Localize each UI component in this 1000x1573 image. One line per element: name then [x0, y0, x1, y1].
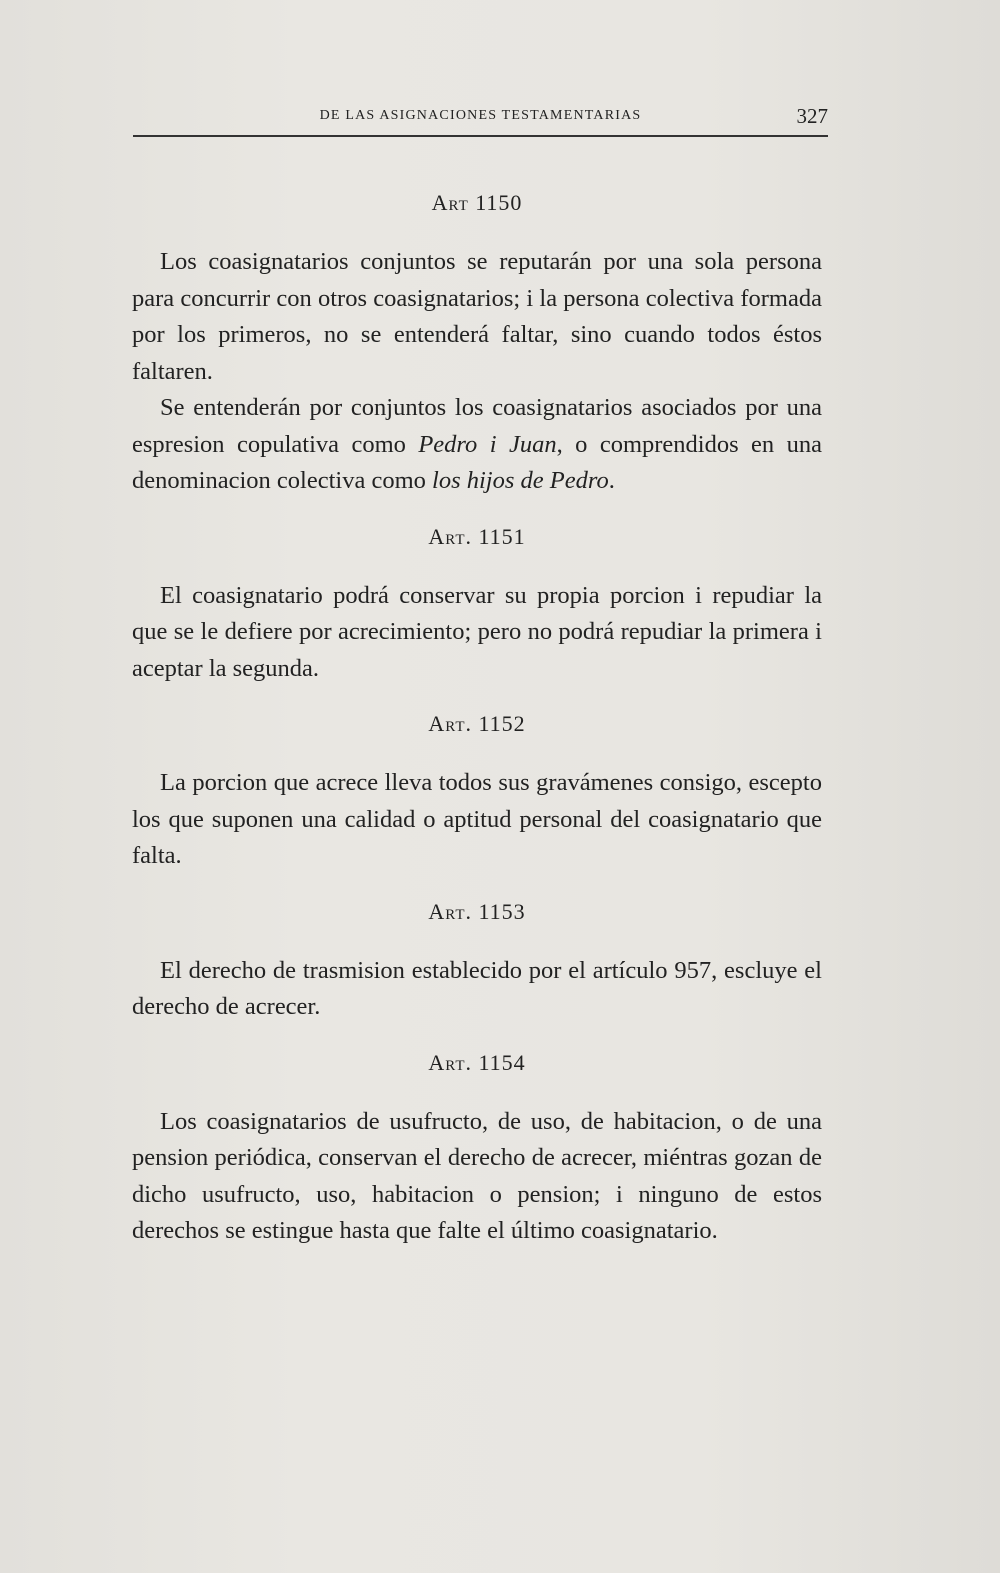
- paragraph-text: .: [608, 467, 615, 494]
- italic-example: los hijos de Pedro: [432, 467, 609, 494]
- article-paragraph: El derecho de trasmision establecido por el artículo 957, escluye el derecho de acrecer.: [132, 956, 822, 1020]
- article-heading: [132, 188, 822, 218]
- article-prefix: Art.: [428, 711, 472, 736]
- article-1151: [132, 522, 822, 688]
- article-prefix: Art: [431, 190, 469, 215]
- article-heading: [132, 1048, 822, 1078]
- header-rule: [133, 135, 828, 137]
- article-number: 1154: [478, 1049, 526, 1075]
- article-paragraph: Los coasignatarios de usufructo, de uso, de habitacion, o de una pension periódica, conservan el derecho de acrecer, miéntras gozan de dicho usufructo, uso, habitacion o pension; i ninguno de estos derechos se estingue hasta que falte el último coasignatario.: [132, 1107, 822, 1244]
- article-1154: [132, 1048, 822, 1250]
- article-heading: [132, 522, 822, 552]
- article-heading: [132, 709, 822, 739]
- page-body: [132, 188, 822, 1272]
- paragraph-text: , o comprendidos en una denominacion colectiva como: [132, 430, 822, 494]
- article-number: 1153: [478, 898, 526, 924]
- article-prefix: Art.: [428, 1049, 472, 1075]
- article-number: 1151: [478, 523, 526, 549]
- article-1152: [132, 709, 822, 875]
- paragraph-text: Se entenderán por conjuntos los coasignatarios asociados por una espresion copulativa como: [132, 394, 822, 458]
- article-paragraph: [132, 390, 822, 500]
- article-number: 1150: [475, 190, 523, 215]
- article-prefix: Art.: [428, 523, 472, 549]
- article-1153: [132, 897, 822, 1026]
- running-title: DE LAS ASIGNACIONES TESTAMENTARIAS: [319, 108, 642, 123]
- article-heading: [132, 897, 822, 927]
- article-paragraph: La porcion que acrece lleva todos sus gravámenes consigo, escepto los que suponen una calidad o aptitud personal del coasignatario que falta.: [132, 769, 822, 869]
- article-number: 1152: [478, 711, 526, 736]
- page-number: 327: [796, 104, 828, 128]
- article-prefix: Art.: [428, 898, 472, 924]
- running-header: [133, 104, 828, 130]
- article-paragraph: Los coasignatarios conjuntos se reputarán por una sola persona para concurrir con otros coasignatarios; i la persona colectiva formada por los primeros, no se entenderá faltar, sino cuando todos éstos faltaren.: [132, 248, 822, 385]
- article-1150: [132, 188, 822, 500]
- italic-example: Pedro i Juan: [418, 430, 557, 458]
- article-paragraph: El coasignatario podrá conservar su propia porcion i repudiar la que se le defiere por acrecimiento; pero no podrá repudiar la primera i aceptar la segunda.: [132, 581, 822, 682]
